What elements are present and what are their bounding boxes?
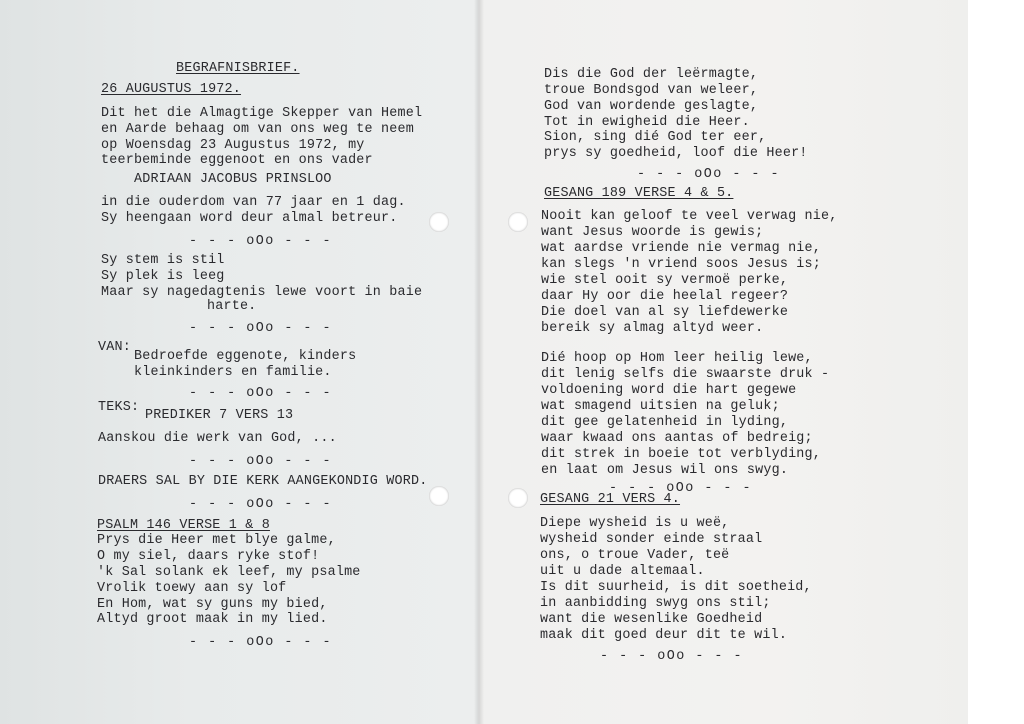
gesang21-line: Is dit suurheid, is dit soetheid,	[540, 580, 812, 595]
van-line: Bedroefde eggenote, kinders	[134, 349, 357, 364]
page-fold	[474, 0, 484, 724]
separator: - - - oOo - - -	[189, 635, 333, 650]
gesang21-line: ons, o troue Vader, teë	[540, 548, 730, 563]
van-label-text: VAN:	[98, 340, 131, 355]
scan-margin	[968, 0, 1024, 724]
gesang189-line: want Jesus woorde is gewis;	[541, 225, 764, 240]
gesang21-line: uit u dade altemaal.	[540, 564, 705, 579]
separator: - - - oOo - - -	[189, 497, 333, 512]
verse-line: Sy plek is leeg	[101, 269, 225, 284]
gesang189-heading: GESANG 189 VERSE 4 & 5.	[544, 186, 734, 201]
punch-hole	[508, 212, 528, 232]
gesang189-line: wat aardse vriende nie vermag nie,	[541, 241, 822, 256]
gesang21-heading: GESANG 21 VERS 4.	[540, 492, 681, 507]
punch-hole	[508, 488, 528, 508]
deceased-name: ADRIAAN JACOBUS PRINSLOO	[134, 172, 332, 187]
age-line: Sy heengaan word deur almal betreur.	[101, 211, 398, 226]
gesang189-line: dit strek in boeie tot verblyding,	[541, 447, 822, 462]
gesang189-line: Die doel van al sy liefdewerke	[541, 305, 789, 320]
verse-line: Sy stem is stil	[101, 253, 225, 268]
gesang189-line: wie stel ooit sy vermoë perke,	[541, 273, 789, 288]
separator: - - - oOo - - -	[600, 649, 744, 664]
separator: - - - oOo - - -	[189, 386, 333, 401]
intro-line: Dit het die Almagtige Skepper van Hemel	[101, 106, 423, 121]
psalm-line: 'k Sal solank ek leef, my psalme	[97, 565, 361, 580]
stanza-line: God van wordende geslagte,	[544, 99, 759, 114]
gesang189-line: kan slegs 'n vriend soos Jesus is;	[541, 257, 822, 272]
separator: - - - oOo - - -	[189, 321, 333, 336]
teks-reference: PREDIKER 7 VERS 13	[145, 408, 294, 423]
punch-hole	[429, 486, 449, 506]
gesang189-line: wat smagend uitsien na geluk;	[541, 399, 780, 414]
psalm-line: Prys die Heer met blye galme,	[97, 533, 336, 548]
van-line: kleinkinders en familie.	[134, 365, 332, 380]
gesang189-line: dit gee gelatenheid in lyding,	[541, 415, 789, 430]
stanza-line: troue Bondsgod van weleer,	[544, 83, 759, 98]
gesang21-line: maak dit goed deur dit te wil.	[540, 628, 788, 643]
van-label	[98, 340, 131, 356]
intro-line: op Woensdag 23 Augustus 1972, my	[101, 138, 365, 153]
separator: - - - oOo - - -	[189, 454, 333, 469]
psalm-line: Altyd groot maak in my lied.	[97, 612, 328, 627]
punch-hole	[429, 212, 449, 232]
gesang189-line: waar kwaad ons aantas of bedreig;	[541, 431, 813, 446]
draers-note: DRAERS SAL BY DIE KERK AANGEKONDIG WORD.	[98, 474, 428, 489]
gesang189-line: voldoening word die hart gegewe	[541, 383, 797, 398]
gesang189-line: daar Hy oor die heelal regeer?	[541, 289, 789, 304]
psalm-heading: PSALM 146 VERSE 1 & 8	[97, 518, 270, 533]
separator: - - - oOo - - -	[637, 167, 781, 182]
gesang189-line: en laat om Jesus wil ons swyg.	[541, 463, 789, 478]
gesang189-line: Dié hoop op Hom leer heilig lewe,	[541, 351, 813, 366]
gesang189-line: bereik sy almag altyd weer.	[541, 321, 764, 336]
gesang189-line: Nooit kan geloof te veel verwag nie,	[541, 209, 838, 224]
stanza-line: Dis die God der leërmagte,	[544, 67, 759, 82]
gesang21-line: in aanbidding swyg ons stil;	[540, 596, 771, 611]
stanza-line: prys sy goedheid, loof die Heer!	[544, 146, 808, 161]
teks-line: Aanskou die werk van God, ...	[98, 431, 337, 446]
age-line: in die ouderdom van 77 jaar en 1 dag.	[101, 195, 406, 210]
letter-date: 26 AUGUSTUS 1972.	[101, 82, 242, 97]
verse-line: harte.	[207, 299, 257, 314]
letter-title: BEGRAFNISBRIEF.	[176, 61, 300, 76]
intro-line: teerbeminde eggenoot en ons vader	[101, 153, 373, 168]
verse-line: Maar sy nagedagtenis lewe voort in baie	[101, 285, 423, 300]
gesang189-line: dit lenig selfs die swaarste druk -	[541, 367, 830, 382]
stanza-line: Sion, sing dié God ter eer,	[544, 130, 767, 145]
gesang21-line: wysheid sonder einde straal	[540, 532, 763, 547]
gesang21-line: want die wesenlike Goedheid	[540, 612, 763, 627]
psalm-line: Vrolik toewy aan sy lof	[97, 581, 287, 596]
gesang21-line: Diepe wysheid is u weë,	[540, 516, 730, 531]
separator: - - - oOo - - -	[189, 234, 333, 249]
intro-line: en Aarde behaag om van ons weg te neem	[101, 122, 414, 137]
psalm-line: En Hom, wat sy guns my bied,	[97, 597, 328, 612]
psalm-line: O my siel, daars ryke stof!	[97, 549, 320, 564]
teks-label: TEKS:	[98, 400, 140, 415]
stanza-line: Tot in ewigheid die Heer.	[544, 115, 750, 130]
separator: - - - oOo - - -	[609, 481, 753, 496]
